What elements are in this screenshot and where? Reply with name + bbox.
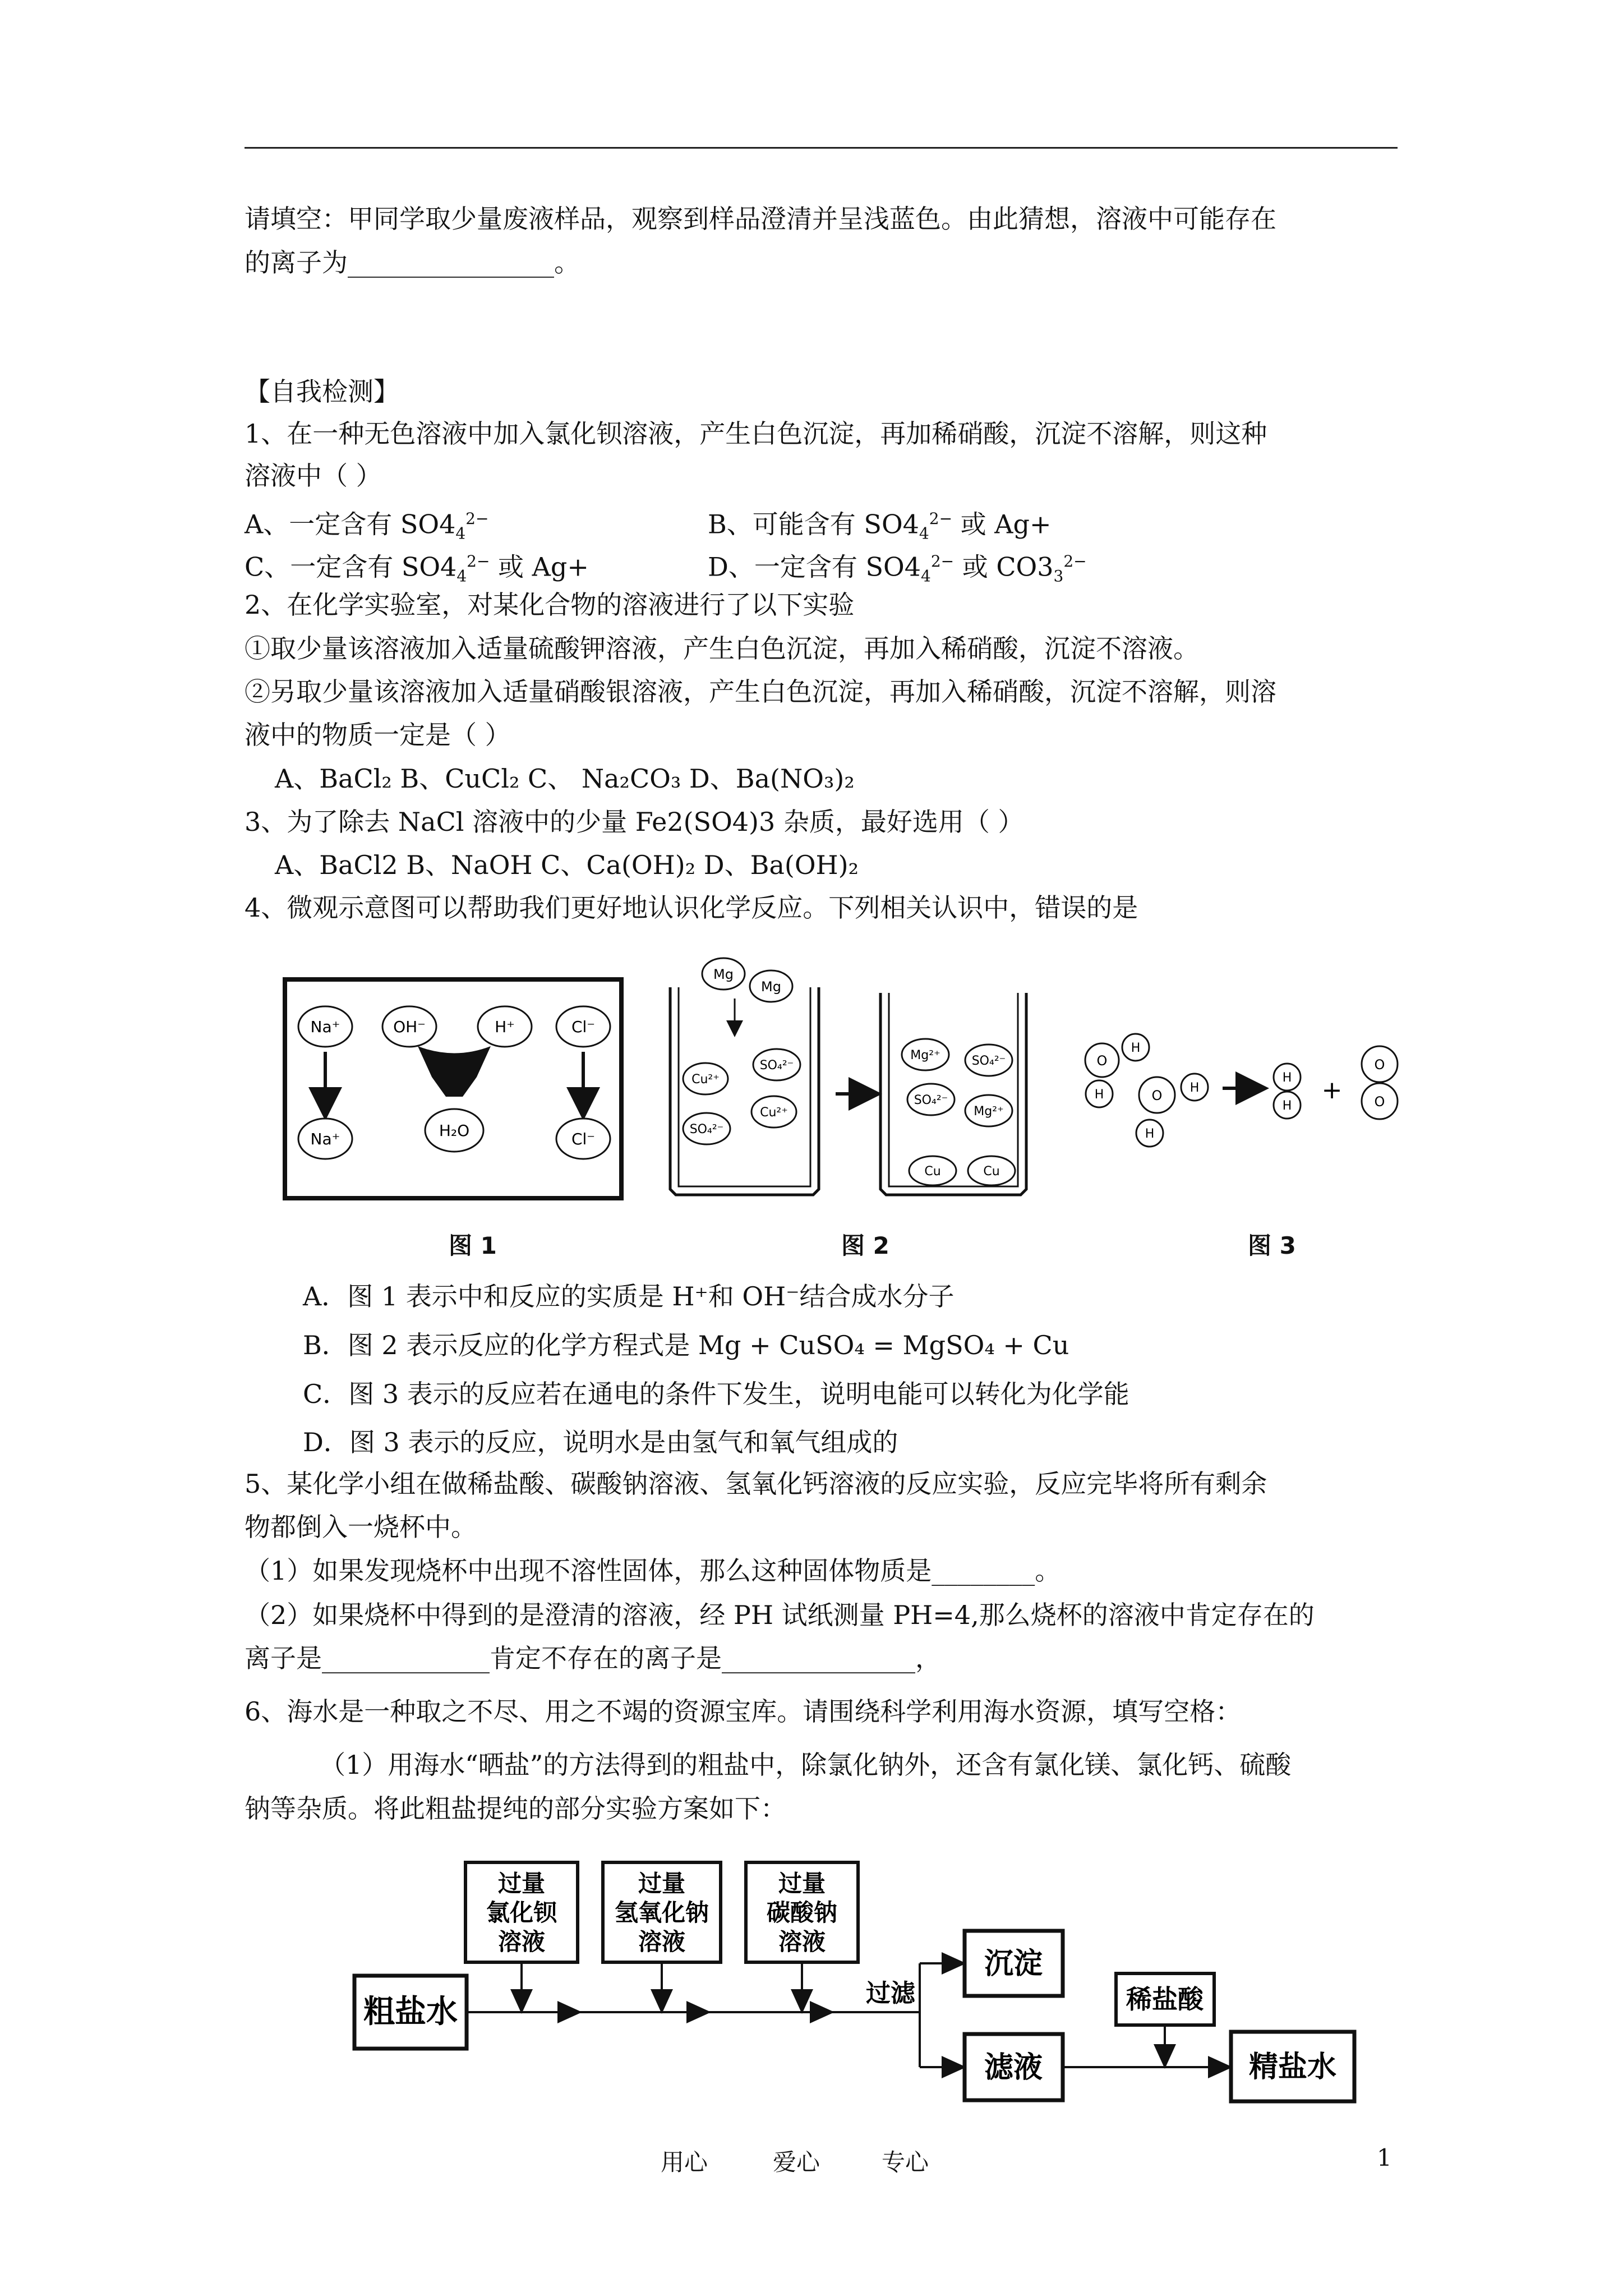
q6-part-1b: 钠等杂质。将此粗盐提纯的部分实验方案如下： [245, 1793, 786, 1824]
q2-options: A、BaCl₂ B、CuCl₂ C、 Na₂CO₃ D、Ba(NO₃)₂ [275, 763, 855, 794]
ion-label: H₂O [439, 1121, 470, 1140]
intro-line-2: 的离子为________________。 [245, 247, 580, 278]
particle-label: Mg [761, 979, 781, 995]
header-rule [245, 147, 1398, 149]
atom-label: H [1145, 1127, 1155, 1141]
plus-sign: + [1321, 1076, 1343, 1105]
ion-label: OH⁻ [393, 1018, 426, 1036]
particle-label: SO₄²⁻ [914, 1093, 948, 1107]
figure-3 [1085, 1034, 1398, 1147]
q1-stem-1: 1、在一种无色溶液中加入氯化钡溶液，产生白色沉淀，再加稀硝酸，沉淀不溶解，则这种 [245, 418, 1267, 449]
atom-label: O [1151, 1088, 1163, 1103]
q1-option-b: B、可能含有 $SO4_4^{2-}$ 或 Ag+ [708, 509, 1052, 543]
q2-stem: 2、在化学实验室，对某化合物的溶液进行了以下实验 [245, 590, 855, 620]
q4-option-b: B．图 2 表示反应的化学方程式是 Mg + CuSO₄ = MgSO₄ + Cu [303, 1330, 1069, 1360]
q1-option-d: D、一定含有 $SO4_4^{2-}$ 或 $CO3_3^{2-}$ [708, 551, 1087, 586]
ion-label: Cl⁻ [571, 1018, 596, 1036]
q3-stem: 3、为了除去 NaCl 溶液中的少量 Fe2(SO4)3 杂质，最好选用（ ） [245, 807, 1024, 837]
q5-stem-1: 5、某化学小组在做稀盐酸、碳酸钠溶液、氢氧化钙溶液的反应实验，反应完毕将所有剩余 [245, 1469, 1267, 1499]
atom-label: H [1282, 1071, 1292, 1085]
q4-option-a: A．图 1 表示中和反应的实质是 H⁺和 OH⁻结合成水分子 [303, 1281, 955, 1312]
reagent-1-line: 过量 [497, 1870, 546, 1897]
q6-part-1a: （1）用海水“晒盐”的方法得到的粗盐中，除氯化钠外，还含有氯化镁、氯化钙、硫酸 [320, 1750, 1292, 1780]
particle-label: Cu [983, 1165, 1000, 1179]
q5-stem-2: 物都倒入一烧杯中。 [245, 1512, 477, 1542]
figure-3-caption: 图 3 [1248, 1232, 1296, 1259]
reagent-2-line: 溶液 [638, 1928, 686, 1955]
reagent-3-line: 碳酸钠 [766, 1899, 838, 1926]
q2-step-1: ①取少量该溶液加入适量硫酸钾溶液，产生白色沉淀，再加入稀硝酸，沉淀不溶液。 [245, 633, 1199, 664]
figure-2-caption: 图 2 [841, 1232, 889, 1259]
q5-part-2b: 离子是_____________肯定不存在的离子是_______________， [245, 1643, 941, 1673]
atom-label: H [1189, 1081, 1200, 1095]
reagent-1-line: 溶液 [497, 1928, 546, 1955]
q6-stem: 6、海水是一种取之不尽、用之不竭的资源宝库。请围绕科学利用海水资源，填写空格： [245, 1696, 1242, 1727]
atom-label: O [1374, 1094, 1385, 1110]
page-number: 1 [1377, 2144, 1392, 2171]
particle-label: Mg²⁺ [974, 1105, 1004, 1119]
purification-flowchart [336, 1851, 1402, 2120]
end-label: 精盐水 [1248, 2050, 1337, 2084]
start-label: 粗盐水 [363, 1994, 458, 2030]
atom-label: H [1094, 1088, 1104, 1102]
reagent-3-line: 过量 [778, 1870, 826, 1897]
q1-option-a: A、一定含有 $SO4_4^{2-}$ [245, 509, 489, 543]
figure-1-caption: 图 1 [449, 1232, 497, 1259]
q5-part-2a: （2）如果烧杯中得到的是澄清的溶液，经 PH 试纸测量 PH=4,那么烧杯的溶液中肯定存在的 [245, 1600, 1315, 1630]
intro-line-1: 请填空：甲同学取少量废液样品，观察到样品澄清并呈浅蓝色。由此猜想，溶液中可能存在 [245, 204, 1276, 234]
combine-arrow-icon [418, 1046, 491, 1097]
ion-label: Cl⁻ [571, 1130, 596, 1148]
filter-label: 过滤 [866, 1979, 915, 2008]
q4-option-c: C．图 3 表示的反应若在通电的条件下发生，说明电能可以转化为化学能 [303, 1379, 1129, 1409]
q1-stem-2: 溶液中（ ） [245, 461, 382, 491]
q4-stem: 4、微观示意图可以帮助我们更好地认识化学反应。下列相关认识中，错误的是 [245, 892, 1138, 923]
particle-label: Mg²⁺ [910, 1048, 940, 1062]
precipitate-label: 沉淀 [984, 1947, 1043, 1981]
footer-motto-3: 专心 [882, 2148, 929, 2176]
footer-motto-2: 爱心 [773, 2148, 820, 2176]
reagent-3-line: 溶液 [778, 1928, 826, 1955]
ion-label: Na⁺ [310, 1130, 340, 1148]
q5-part-1: （1）如果发现烧杯中出现不溶性固体，那么这种固体物质是________。 [245, 1556, 1061, 1586]
particle-label: SO₄²⁻ [971, 1054, 1006, 1068]
particle-label: Cu²⁺ [760, 1106, 788, 1120]
particle-label: Cu [924, 1165, 941, 1179]
particle-label: SO₄²⁻ [689, 1122, 724, 1137]
figure-1 [285, 979, 621, 1198]
ion-label: H⁺ [495, 1018, 515, 1036]
atom-label: O [1374, 1057, 1385, 1073]
reagent-2-line: 氢氧化钠 [614, 1899, 709, 1926]
atom-label: H [1131, 1041, 1141, 1055]
ion-label: Na⁺ [310, 1018, 340, 1036]
section-title: 【自我检测】 [245, 376, 399, 407]
reagent-2-line: 过量 [638, 1870, 686, 1897]
atom-label: H [1282, 1099, 1292, 1113]
particle-label: SO₄²⁻ [759, 1059, 794, 1073]
acid-label: 稀盐酸 [1126, 1984, 1204, 2014]
q2-step-2a: ②另取少量该溶液加入适量硝酸银溶液，产生白色沉淀，再加入稀硝酸，沉淀不溶解，则溶 [245, 677, 1276, 707]
atom-label: O [1096, 1053, 1108, 1069]
figure-2 [670, 958, 1026, 1195]
q1-option-c: C、一定含有 $SO4_4^{2-}$ 或 Ag+ [245, 551, 589, 586]
q4-figures [269, 948, 1419, 1262]
q3-options: A、BaCl2 B、NaOH C、Ca(OH)₂ D、Ba(OH)₂ [275, 850, 859, 880]
particle-label: Mg [713, 967, 734, 982]
q2-step-2b: 液中的物质一定是（ ） [245, 720, 511, 750]
footer-motto-1: 用心 [661, 2148, 708, 2176]
reagent-1-line: 氯化钡 [486, 1899, 557, 1926]
filtrate-label: 滤液 [984, 2051, 1043, 2085]
q4-option-d: D．图 3 表示的反应，说明水是由氢气和氧气组成的 [303, 1427, 898, 1457]
particle-label: Cu²⁺ [691, 1073, 720, 1087]
